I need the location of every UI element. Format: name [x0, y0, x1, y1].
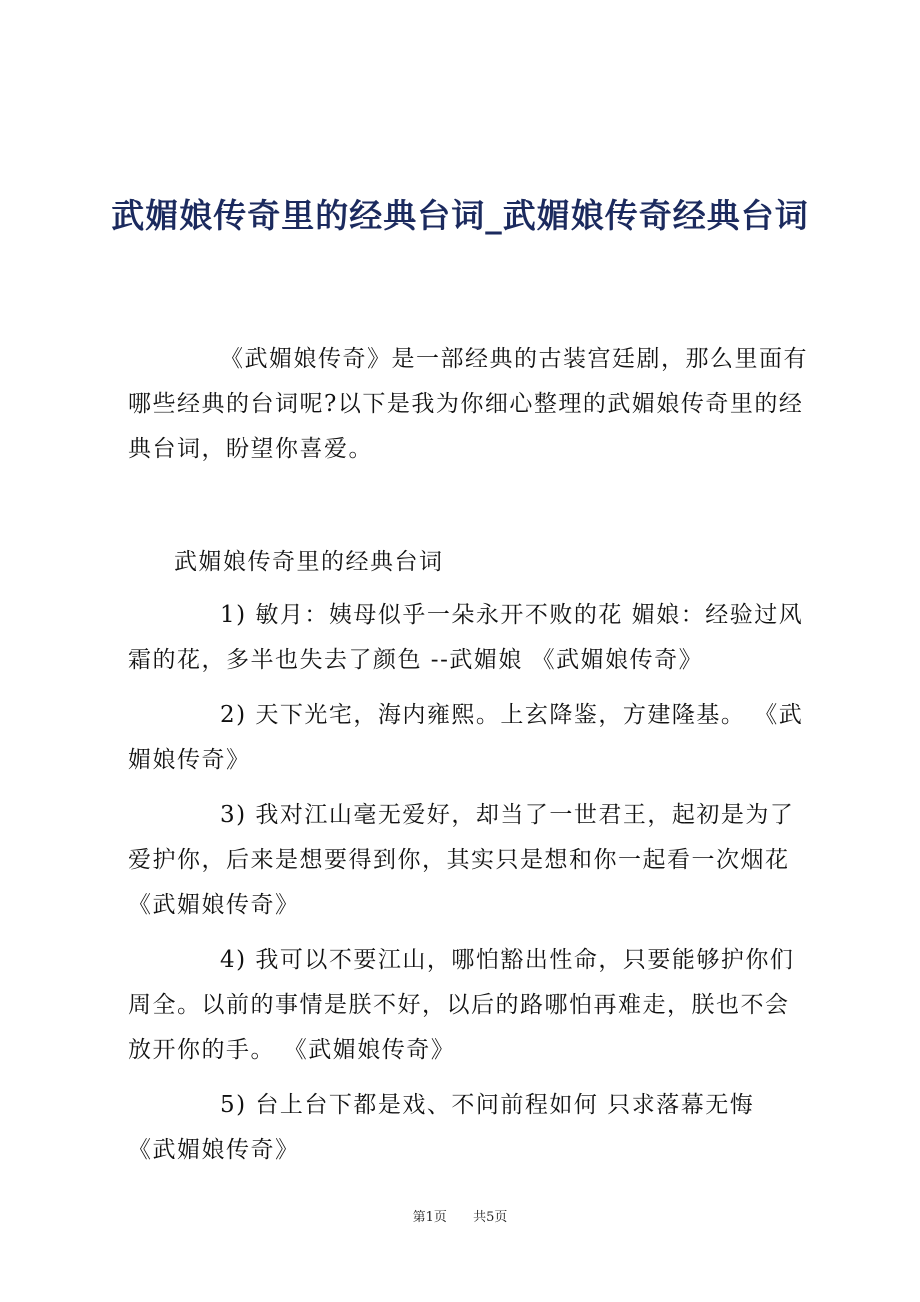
- intro-paragraph: 《武媚娘传奇》是一部经典的古装宫廷剧，那么里面有哪些经典的台词呢?以下是我为你细心整理的武媚娘传奇里的经典台词，盼望你喜爱。: [128, 346, 808, 462]
- quote-paragraph: 2) 天下光宅，海内雍熙。上玄降鉴，方建隆基。 《武媚娘传奇》: [128, 702, 804, 773]
- page-footer: [0, 1206, 920, 1225]
- document-title: 武媚娘传奇里的经典台词_武媚娘传奇经典台词: [111, 196, 809, 235]
- document-body: [128, 337, 808, 1183]
- page-number-current: 第1页: [412, 1210, 447, 1225]
- quote-paragraph: 4) 我可以不要江山，哪怕豁出性命，只要能够护你们周全。以前的事情是朕不好，以后的路哪怕再难走，朕也不会放开你的手。 《武媚娘传奇》: [128, 947, 795, 1063]
- paragraph-gap: [128, 472, 808, 540]
- quote-paragraph: 5) 台上台下都是戏、不问前程如何 只求落幕无悔 《武媚娘传奇》: [128, 1092, 755, 1163]
- page-number-total: 共5页: [473, 1210, 508, 1225]
- section-heading: 武媚娘传奇里的经典台词: [174, 549, 444, 575]
- quote-paragraph: 1) 敏月：姨母似乎一朵永开不败的花 媚娘：经验过风霜的花，多半也失去了颜色 --武媚娘 《武媚娘传奇》: [128, 602, 804, 673]
- quote-paragraph: 3) 我对江山毫无爱好，却当了一世君王，起初是为了爱护你，后来是想要得到你，其实只是想和你一起看一次烟花 《武媚娘传奇》: [128, 802, 795, 918]
